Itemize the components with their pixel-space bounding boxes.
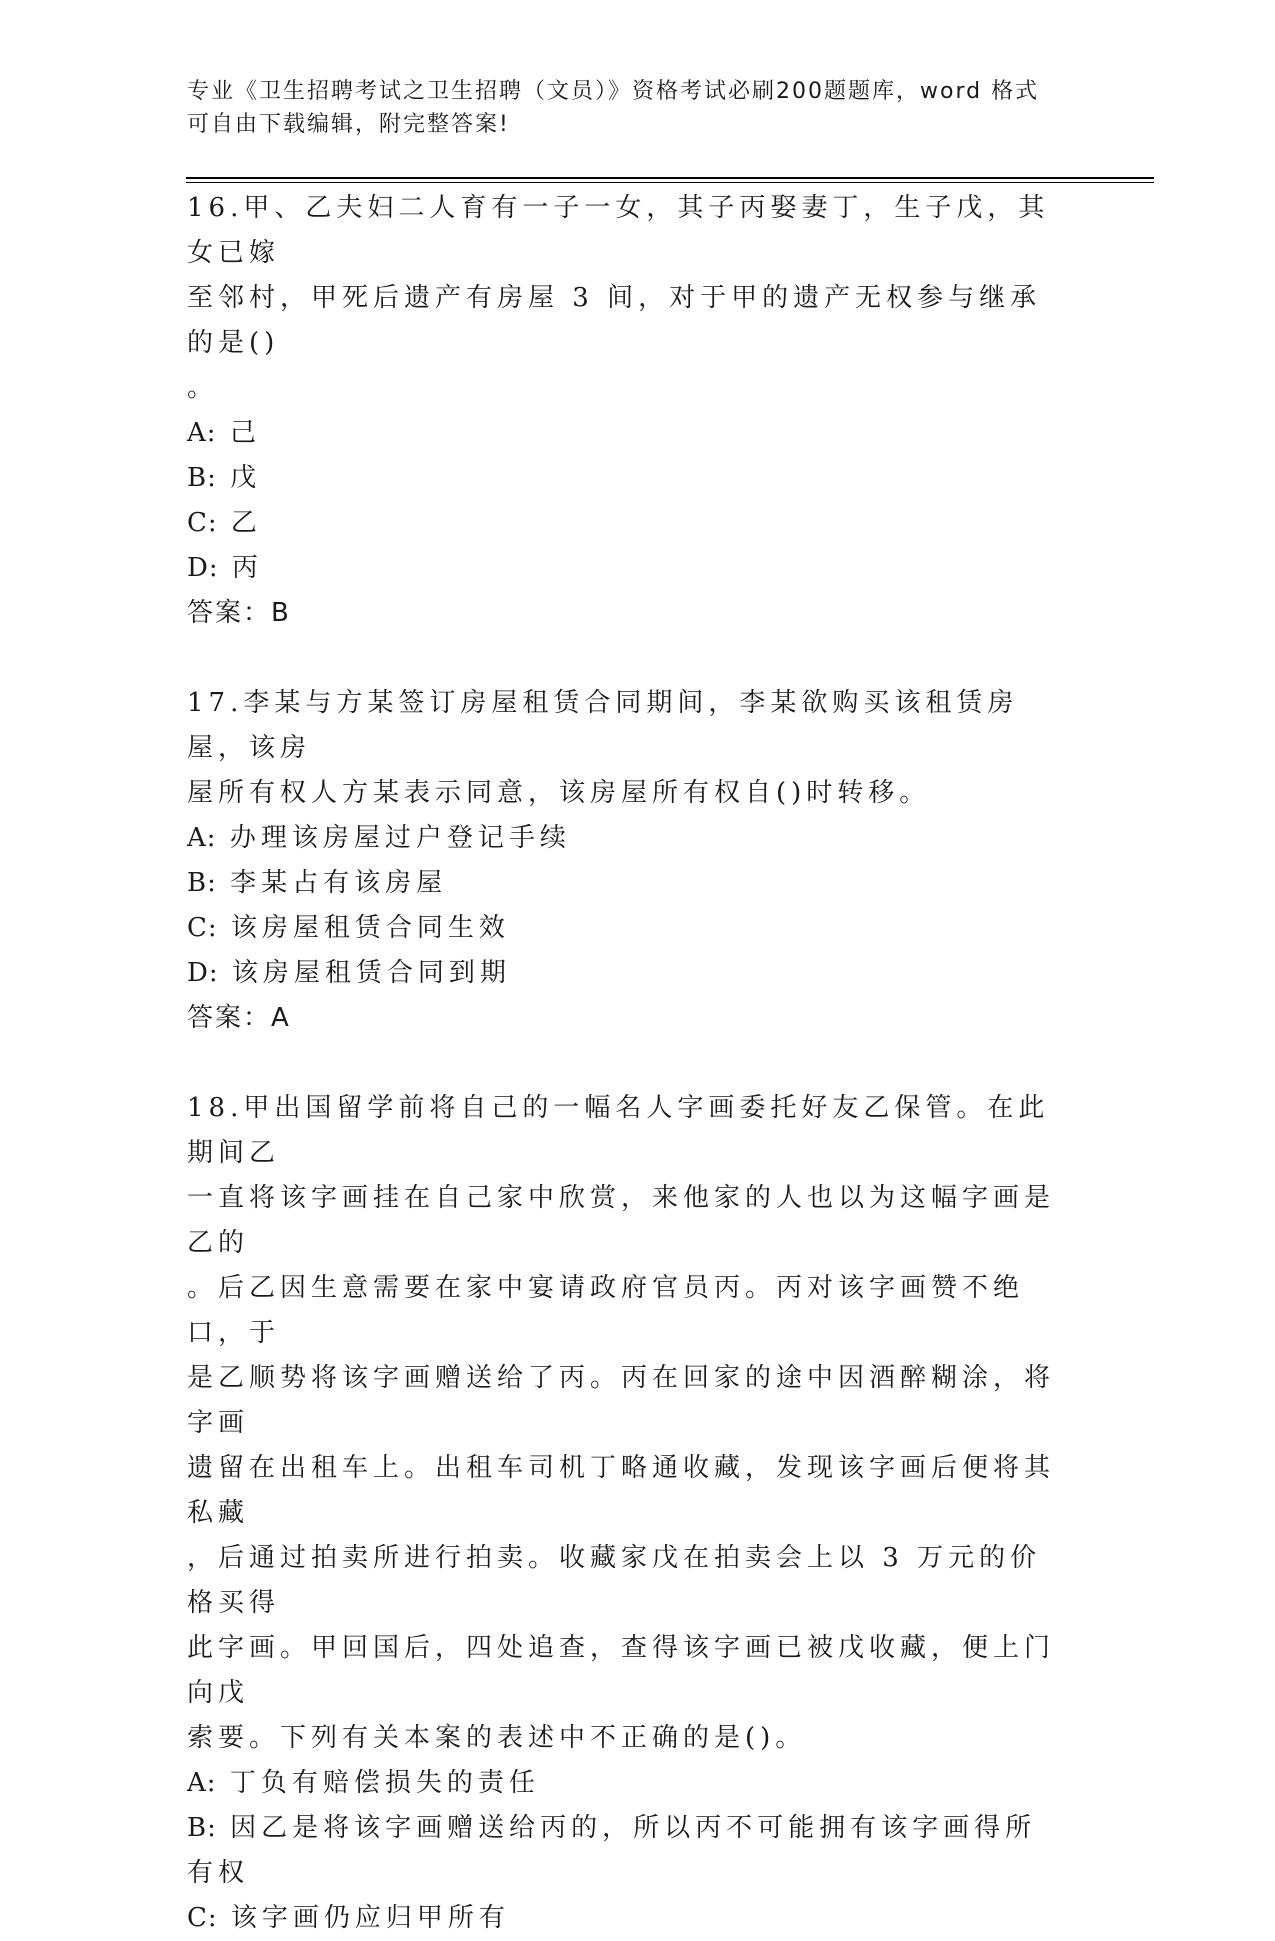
- question-18: [187, 1086, 1067, 1941]
- question-16-line-2: 至邻村，甲死后遗产有房屋 3 间，对于甲的遗产无权参与继承的是(): [187, 283, 1042, 358]
- header-divider-thin: [186, 182, 1154, 183]
- option-b: [187, 1806, 1067, 1896]
- spacer: [187, 1041, 1067, 1086]
- option-b: [187, 861, 1067, 906]
- option-text: 该房屋租赁合同生效: [230, 913, 510, 943]
- option-key: C:: [187, 1903, 218, 1933]
- option-c: [187, 501, 1067, 546]
- question-18-line-7: 此字画。甲回国后，四处追查，查得该字画已被戊收藏，便上门向戊: [187, 1633, 1056, 1708]
- option-b: [187, 456, 1067, 501]
- header-line-1: 专业《卫生招聘考试之卫生招聘（文员）》资格考试必刷200题题库，word 格式: [187, 79, 1040, 104]
- question-16-line-1: 16.甲、乙夫妇二人育有一子一女，其子丙娶妻丁，生子戊，其女已嫁: [187, 193, 1050, 268]
- option-text: 该字画仍应归甲所有: [230, 1903, 510, 1933]
- option-text: 李某占有该房屋: [230, 868, 448, 898]
- option-d: [187, 546, 1067, 591]
- option-key: A:: [187, 418, 217, 448]
- option-text: 该房屋租赁合同到期: [231, 958, 511, 988]
- question-18-line-4: 是乙顺势将该字画赠送给了丙。丙在回家的途中因酒醉糊涂，将字画: [187, 1363, 1056, 1438]
- option-key: B:: [187, 463, 217, 493]
- option-text: 办理该房屋过户登记手续: [229, 823, 571, 853]
- option-key: D:: [187, 553, 219, 583]
- option-text: 己: [229, 418, 261, 448]
- question-16-answer: 答案：B: [187, 598, 291, 628]
- option-text: 乙: [230, 508, 262, 538]
- option-key: A:: [187, 1768, 217, 1798]
- question-17: [187, 681, 1067, 1041]
- question-18-line-5: 遗留在出租车上。出租车司机丁略通收藏，发现该字画后便将其私藏: [187, 1453, 1056, 1528]
- option-key: B:: [187, 868, 217, 898]
- option-a: [187, 411, 1067, 456]
- question-16-line-3: 。: [187, 373, 219, 403]
- question-list: [187, 186, 1067, 1941]
- question-18-line-8: 索要。下列有关本案的表述中不正确的是()。: [187, 1723, 807, 1753]
- option-key: B:: [187, 1813, 217, 1843]
- question-18-line-1: 18.甲出国留学前将自己的一幅名人字画委托好友乙保管。在此期间乙: [187, 1093, 1050, 1168]
- option-text: 因乙是将该字画赠送给丙的，所以丙不可能拥有该字画得所有权: [187, 1813, 1037, 1888]
- question-18-line-6: ，后通过拍卖所进行拍卖。收藏家戊在拍卖会上以 3 万元的价格买得: [187, 1543, 1042, 1618]
- option-text: 丁负有赔偿损失的责任: [229, 1768, 540, 1798]
- question-18-line-2: 一直将该字画挂在自己家中欣赏，来他家的人也以为这幅字画是乙的: [187, 1183, 1056, 1258]
- header-line-2: 可自由下载编辑，附完整答案!: [187, 112, 510, 137]
- question-16: [187, 186, 1067, 636]
- option-d: [187, 951, 1067, 996]
- spacer: [187, 636, 1067, 681]
- question-18-line-3: 。后乙因生意需要在家中宴请政府官员丙。丙对该字画赞不绝口，于: [187, 1273, 1025, 1348]
- option-key: C:: [187, 913, 218, 943]
- option-key: D:: [187, 958, 219, 988]
- option-a: [187, 1761, 1067, 1806]
- question-17-line-1: 17.李某与方某签订房屋租赁合同期间，李某欲购买该租赁房屋，该房: [187, 688, 1019, 763]
- option-key: C:: [187, 508, 218, 538]
- option-a: [187, 816, 1067, 861]
- header-divider-thick: [186, 177, 1154, 179]
- document-header: [187, 75, 1067, 141]
- question-17-line-2: 屋所有权人方某表示同意，该房屋所有权自()时转移。: [187, 778, 931, 808]
- question-17-answer: 答案：A: [187, 1003, 291, 1033]
- option-text: 丙: [231, 553, 263, 583]
- option-key: A:: [187, 823, 217, 853]
- option-text: 戊: [230, 463, 262, 493]
- option-c: [187, 906, 1067, 951]
- option-c: [187, 1896, 1067, 1941]
